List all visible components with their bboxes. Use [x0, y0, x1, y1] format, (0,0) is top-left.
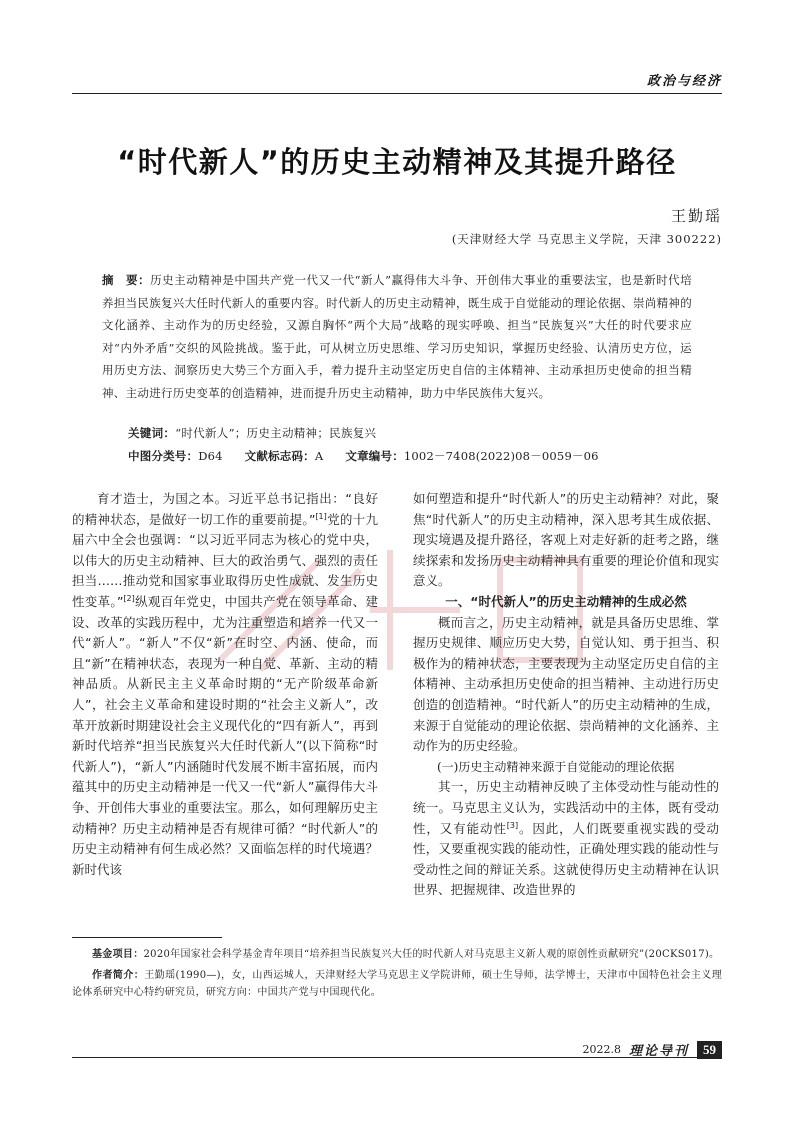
header-rule [72, 93, 722, 94]
doc-code-label: 文献标志码： [244, 449, 315, 463]
article-title: “时代新人”的历史主动精神及其提升路径 [117, 145, 677, 179]
article-number-label: 文章编号： [345, 449, 404, 463]
keywords-label: 关键词： [128, 426, 176, 440]
section-header: 政治与经济 [646, 74, 722, 89]
body-paragraph [413, 777, 719, 901]
author-name: 王勤瑶 [670, 207, 722, 225]
journal-name: 理论导刊 [628, 1044, 689, 1059]
intro-text-part-3: 纵观百年党史，中国共产党在领导革命、建设、改革的实践历程中，尤为注重塑造和培养一代又一代“新人”。“新人”不仅“新”在时空、内涵、使命，而且“新”在精神状态，表现为一种自觉、革新、主动的精神品质。从新民主主义革命时期的“无产阶级革命新人”，社会主义革命和建设时期的“社会主义新人”，改革开放新时期建设社会主义现代化的“四有新人”，再到新时代培养“担当民族复兴大任时代新人”(以下简称“时代新人”)，“新人”内涵随时代发展不断丰富拓展，而内蕴其中的历史主动精神是一代又一代“新人”赢得伟大斗争、开创伟大事业的重要法宝。那么，如何理解历史主动精神？历史主动精神是否有规律可循？“时代新人”的历史主动精神有何生成必然？又面临怎样的时代境遇？新时代该 [72, 593, 378, 877]
citation-1: [1] [315, 511, 327, 521]
fund-label: 基金项目： [92, 949, 144, 960]
author-affiliation: (天津财经大学 马克思主义学院，天津 300222) [451, 232, 722, 246]
subsection-text-part-2: 。因此，人们既要重视实践的受动性，又要重视实践的能动性，正确处理实践的能动性与受动性之间的辩证关系。这就使得历史主动精神在认识世界、把握规律、改造世界的 [413, 820, 719, 898]
clc-value: D64 [198, 449, 223, 463]
abstract-text: 历史主动精神是中国共产党一代又一代“新人”赢得伟大斗争、开创伟大事业的重要法宝，也是新时代培养担当民族复兴大任时代新人的重要内容。时代新人的历史主动精神，既生成于自觉能动的理论依据、崇尚精神的文化涵养、主动作为的历史经验，又源自胸怀“两个大局”战略的现实呼唤、担当“民族复兴”大任的时代要求应对“内外矛盾”交织的风险挑战。鉴于此，可从树立历史思维、学习历史知识，掌握历史经验、认清历史方位，运用历史方法、洞察历史大势三个方面入手，着力提升主动坚定历史自信的主体精神、主动承担历史使命的担当精神、主动进行历史变革的创造精神，进而提升历史主动精神，助力中华民族伟大复兴。 [102, 273, 692, 400]
body-paragraph [72, 489, 378, 880]
footnote-fund [72, 946, 722, 964]
doc-code-value: A [314, 449, 324, 463]
abstract-label: 摘 要： [102, 273, 151, 287]
body-paragraph-continued: 如何塑造和提升“时代新人”的历史主动精神？对此，聚焦“时代新人”的历史主动精神，深入思考其生成依据、现实境遇及提升路径，客观上对走好新的赶考之路，继续探索和发扬历史主动精神具有重要的理论价值和现实意义。 [413, 491, 719, 589]
citation-3: [3] [506, 820, 519, 830]
body-paragraph: 概而言之，历史主动精神，就是具备历史思维、掌握历史规律、顺应历史大势，自觉认知、勇于担当、积极作为的精神状态，主要表现为主动坚定历史自信的主体精神、主动承担历史使命的担当精神、主动进行历史创造的创造精神。“时代新人”的历史主动精神的生成，来源于自觉能动的理论依据、崇尚精神的文化涵养、主动作为的历史经验。 [413, 614, 719, 754]
fund-text: 2020年国家社会科学基金青年项目“培养担当民族复兴大任的时代新人对马克思主义新人观的原创性贡献研究”(20CKS017)。 [143, 949, 720, 960]
section-heading: 一、“时代新人”的历史主动精神的生成必然 [445, 593, 687, 609]
abstract [102, 269, 692, 404]
footnotes [72, 946, 722, 1005]
body-column-right [413, 489, 719, 901]
author-bio-label: 作者简介： [92, 969, 145, 981]
subsection-heading: (一)历史主动精神来源于自觉能动的理论依据 [437, 759, 675, 774]
issue-date: 2022.8 [582, 1043, 621, 1056]
classification-line [128, 448, 599, 464]
footnote-rule [72, 937, 222, 938]
keywords [128, 425, 376, 441]
article-number-value: 1002－7408(2022)08－0059－06 [403, 449, 599, 463]
subsection-text-part-1: 其一，历史主动精神反映了主体受动性与能动性的统一。马克思主义认为，实践活动中的主体，既有受动性，又有能动性 [413, 779, 719, 836]
citation-2: [2] [123, 593, 135, 603]
intro-text-part-1: 育才造士，为国之本。习近平总书记指出：“良好的精神状态，是做好一切工作的重要前提。” [72, 491, 378, 527]
body-column-left [72, 489, 378, 880]
keywords-text: “时代新人”；历史主动精神；民族复兴 [175, 426, 377, 440]
author-bio-text: 王勤瑶(1990—)，女，山西运城人，天津财经大学马克思主义学院讲师，硕士生导师，法学博士，天津市中国特色社会主义理论体系研究中心特约研究员，研究方向：中国共产党与中国现代化。 [72, 969, 722, 998]
clc-label: 中图分类号： [128, 449, 199, 463]
page-number: 59 [697, 1041, 722, 1059]
page-footer [582, 1040, 722, 1059]
footnote-author [72, 967, 722, 1002]
intro-text-part-2: 党的十九届六中全会也强调：“以习近平同志为核心的党中央，以伟大的历史主动精神、巨大的政治勇气、强烈的责任担当……推动党和国家事业取得历史性成就、发生历史性变革。” [72, 511, 378, 609]
